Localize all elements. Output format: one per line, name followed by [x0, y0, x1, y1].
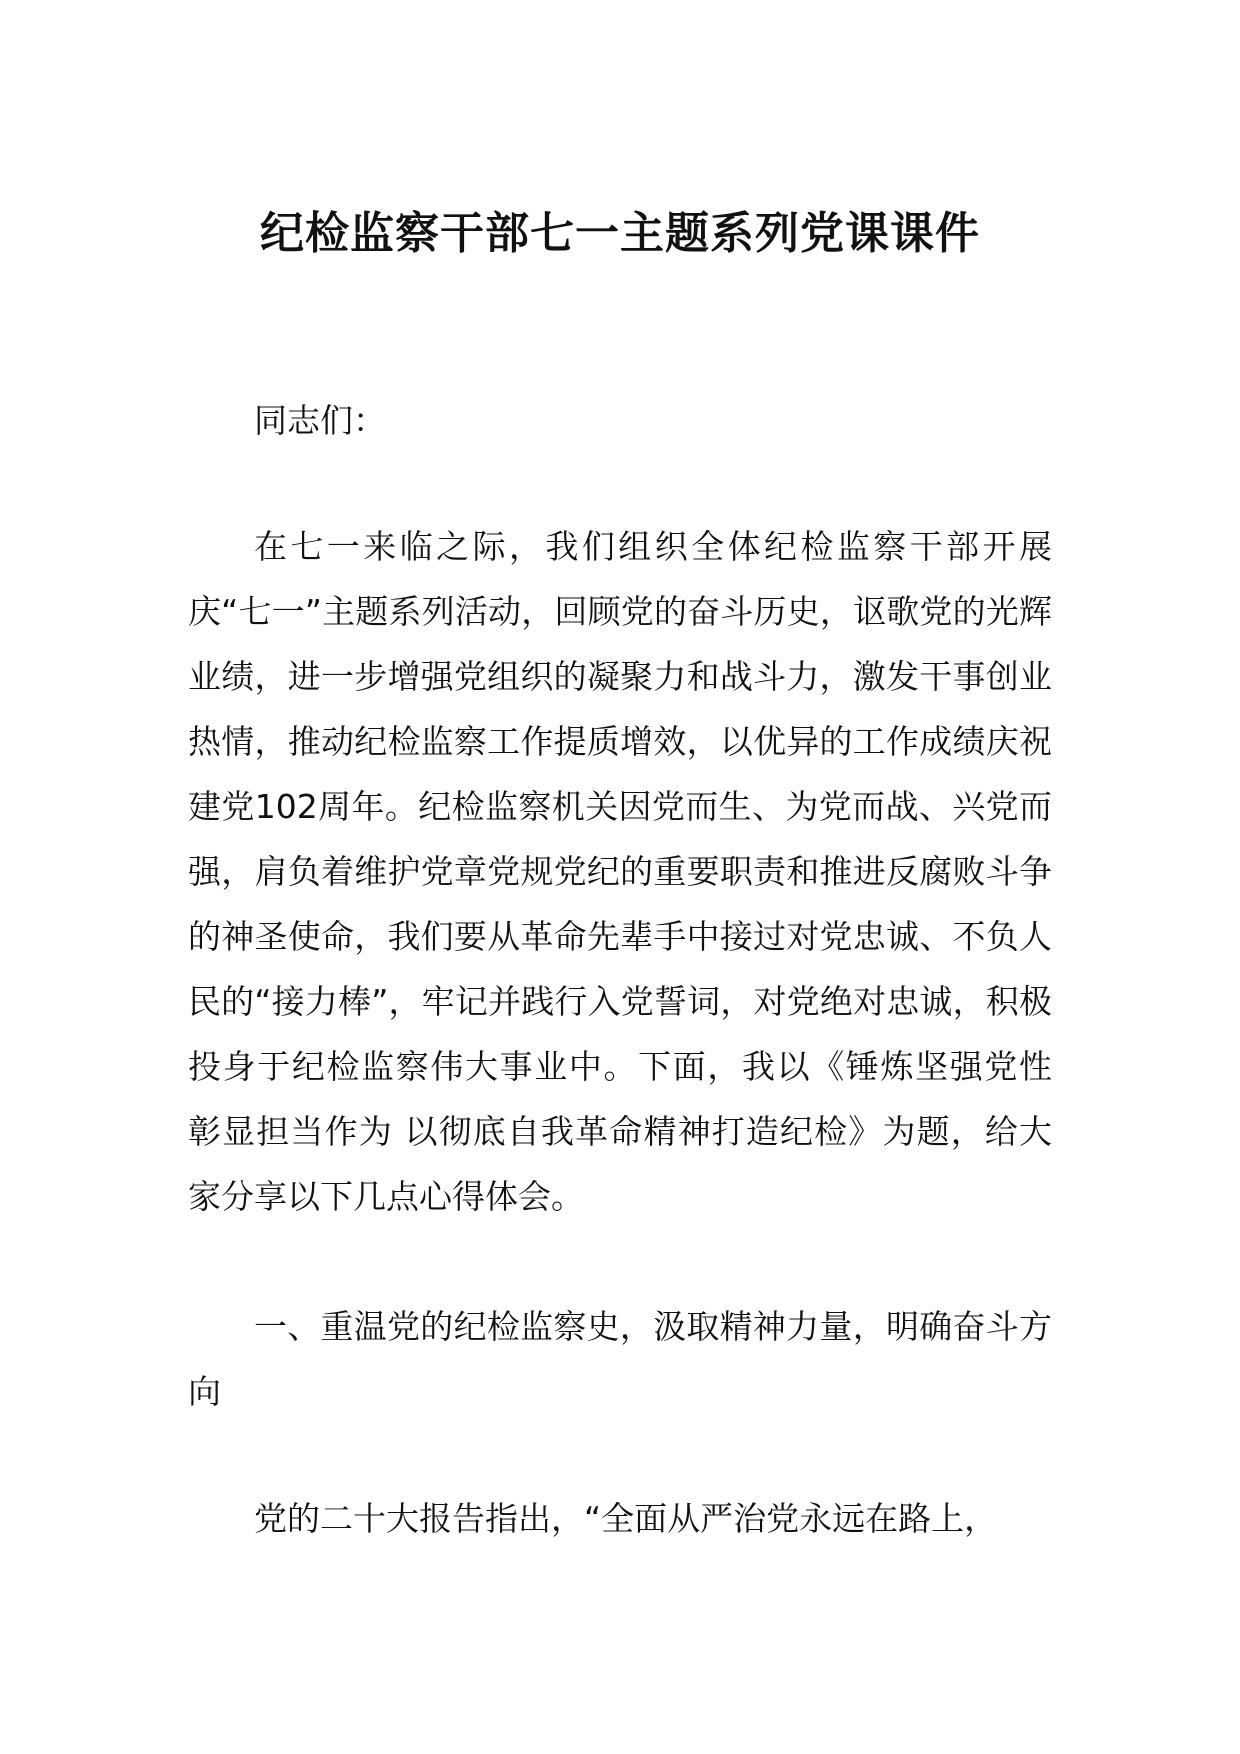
section-heading-1: 一、重温党的纪检监察史，汲取精神力量，明确奋斗方向 [188, 1307, 1052, 1411]
intro-paragraph: 在七一来临之际，我们组织全体纪检监察干部开展庆“七一”主题系列活动，回顾党的奋斗历史，讴歌党的光辉业绩，进一步增强党组织的凝聚力和战斗力，激发干事创业热情，推动纪检监察工作提质增效，以优异的工作成绩庆祝建党102周年。纪检监察机关因党而生、为党而战、兴党而强，肩负着维护党章党规党纪的重要职责和推进反腐败斗争的神圣使命，我们要从革命先辈手中接过对党忠诚、不负人民的“接力棒”，牢记并践行入党誓词，对党绝对忠诚，积极投身于纪检监察伟大事业中。下面，我以《锤炼坚强党性 彰显担当作为 以彻底自我革命精神打造纪检》为题，给大家分享以下几点心得体会。 [188, 527, 1052, 1216]
report-paragraph: 党的二十大报告指出，“全面从严治党永远在路上， [254, 1499, 998, 1538]
salutation: 同志们： [254, 401, 386, 440]
document-title: 纪检监察干部七一主题系列党课课件 [260, 208, 980, 259]
